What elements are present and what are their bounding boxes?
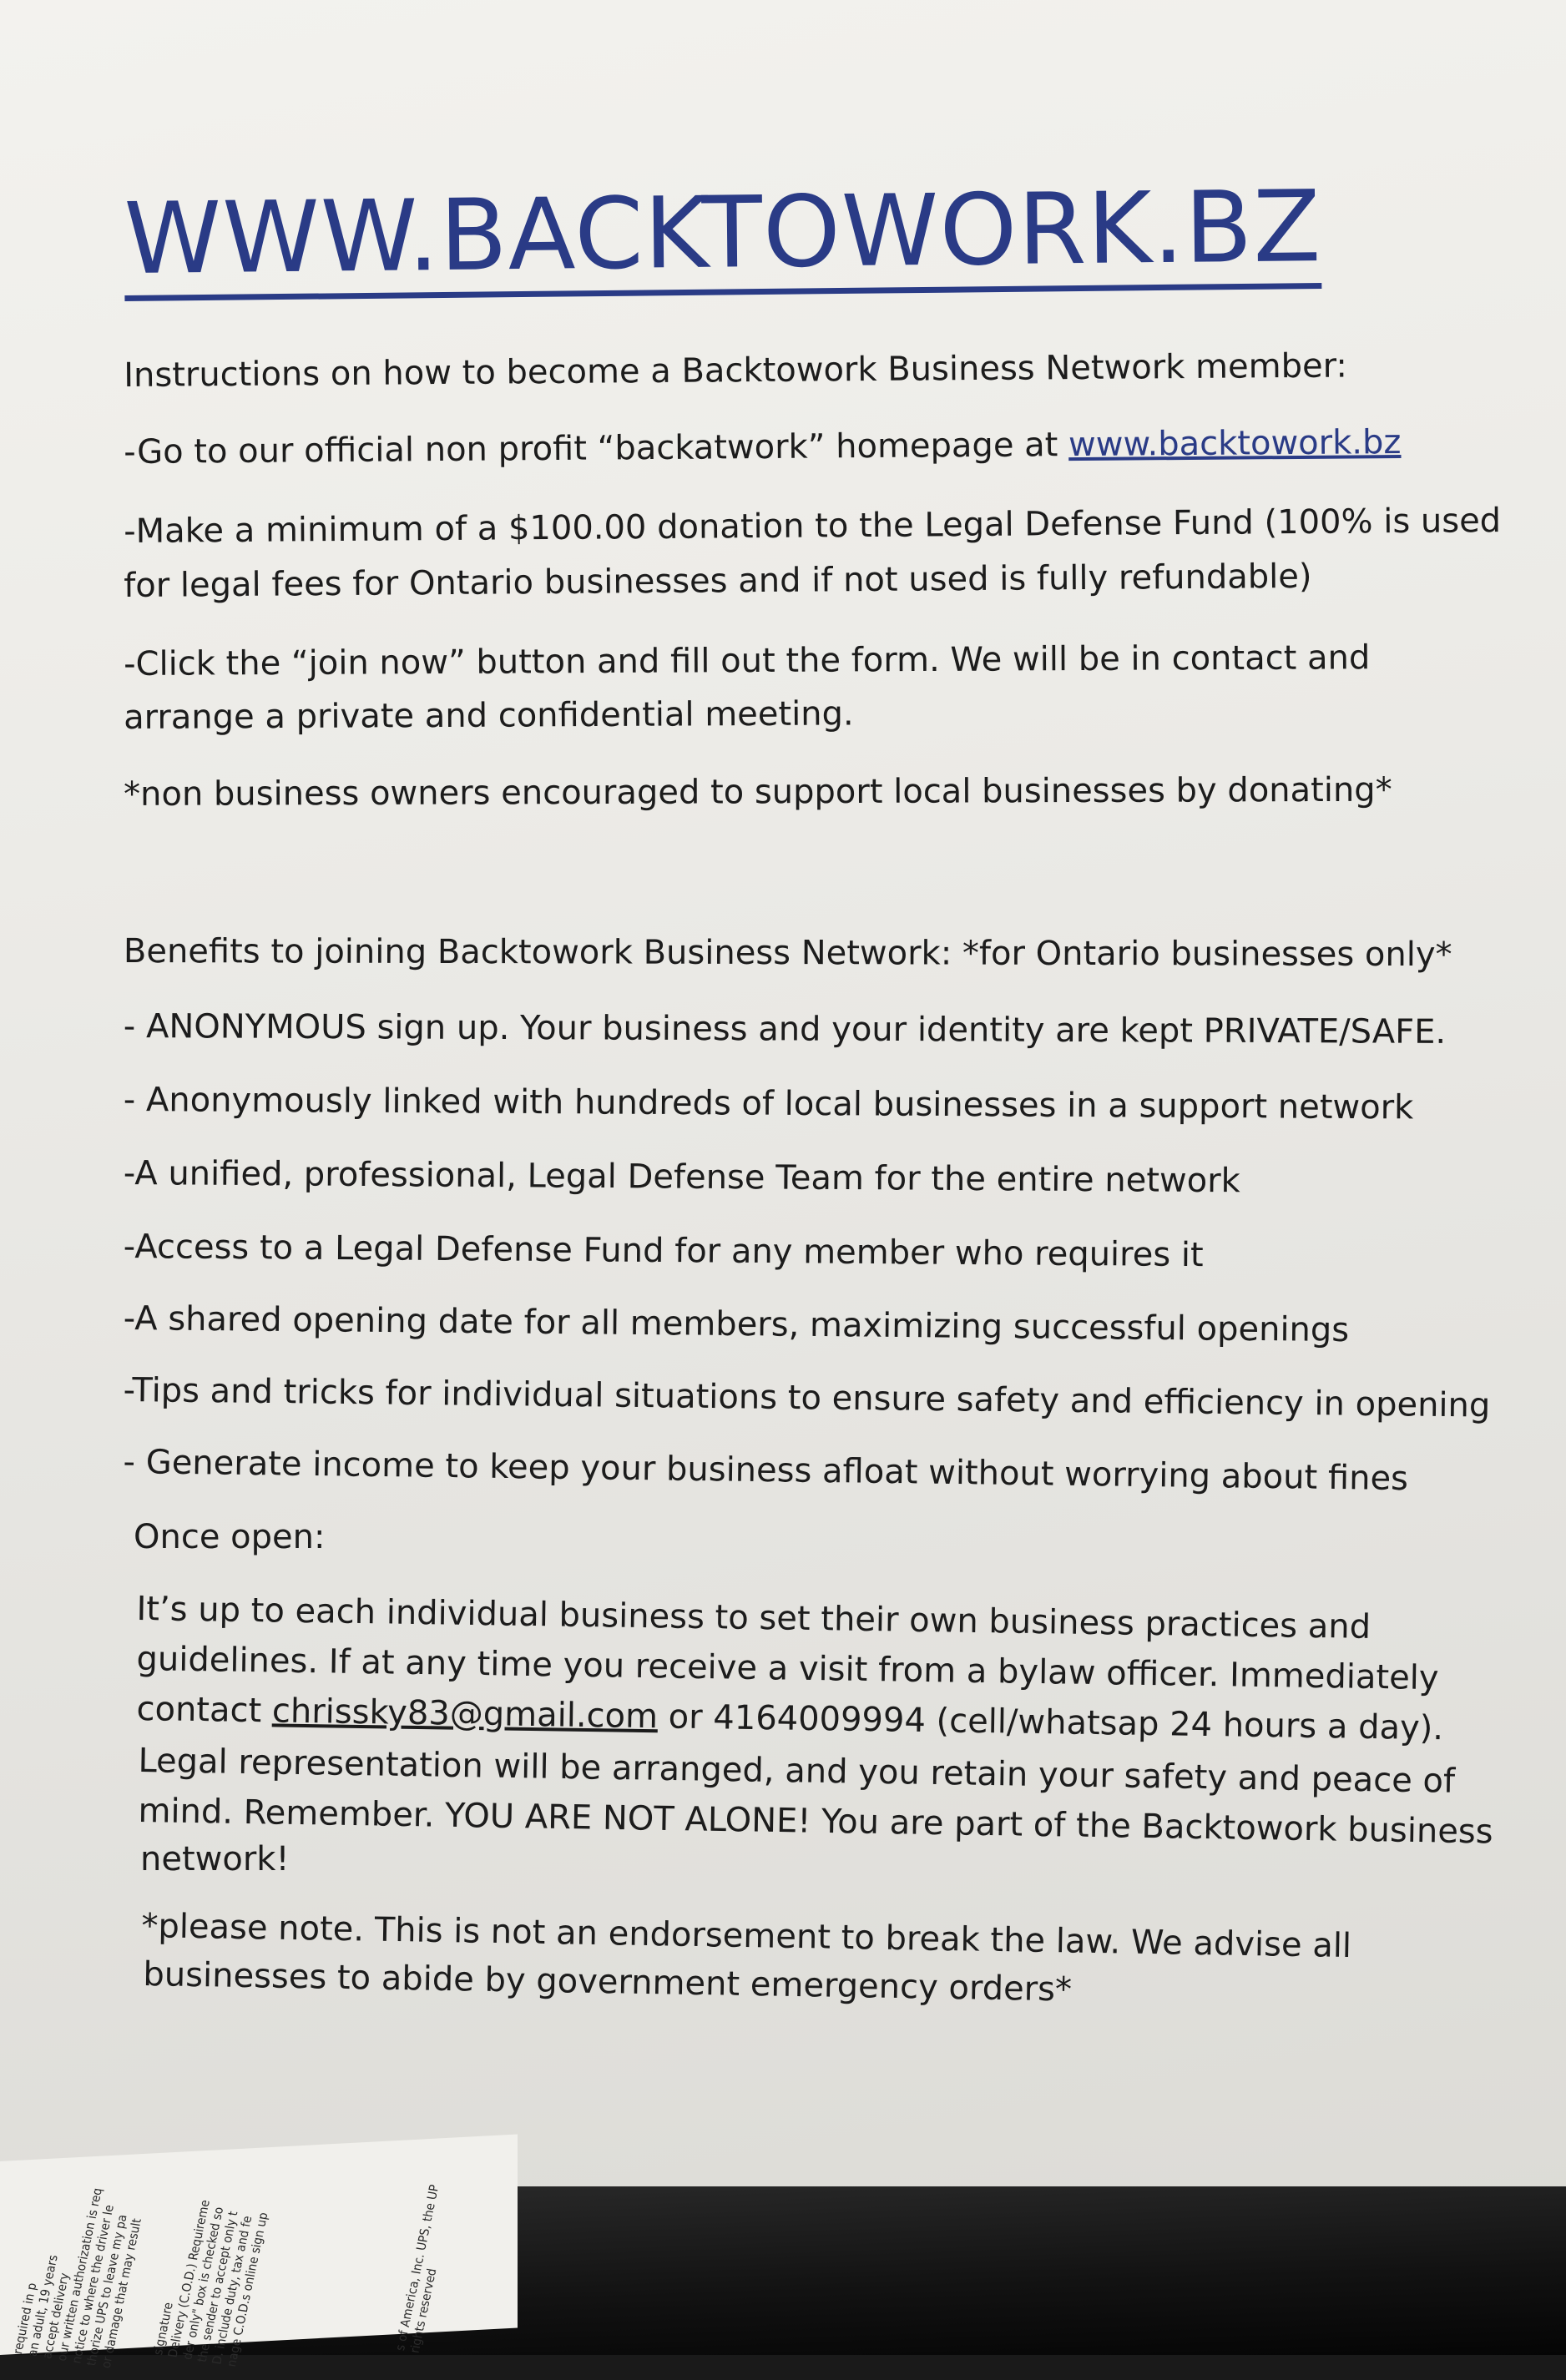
benefit-item-5: -A shared opening date for all members, maximizing successful openings [123,1298,1350,1350]
benefit-item-6: -Tips and tricks for individual situations to ensure safety and efficiency in opening [123,1370,1491,1425]
instructions-step-1 [124,417,1402,477]
contact-email-link[interactable]: chrissky83@gmail.com [271,1692,659,1737]
once-open-heading: Once open: [134,1518,326,1556]
once-open-line-6: network! [140,1840,290,1878]
once-open-line-2: guidelines. If at any time you receive a visit from a bylaw officer. Immediately [136,1639,1439,1698]
benefit-item-4: -Access to a Legal Defense Fund for any member who requires it [123,1227,1204,1275]
once-open-line-5: mind. Remember. YOU ARE NOT ALONE! You are part of the Backtowork business [138,1791,1493,1852]
donation-note: *non business owners encouraged to support local businesses by donating* [124,770,1392,814]
instructions-step-2-line-1: -Make a minimum of a $100.00 donation to the Legal Defense Fund (100% is used [124,502,1502,551]
benefit-item-7: - Generate income to keep your business afloat without worrying about fines [123,1442,1409,1499]
instructions-step-3-line-2: arrange a private and confidential meeting. [124,694,854,737]
benefit-item-2: - Anonymously linked with hundreds of local businesses in a support network [123,1080,1414,1127]
instructions-intro: Instructions on how to become a Backtowork Business Network member: [124,346,1348,395]
contact-phone: or 4164009994 (cell/whatsap 24 hours a day). [657,1697,1444,1748]
benefit-item-3: -A unified, professional, Legal Defense Team for the entire network [123,1153,1240,1201]
benefits-heading: Benefits to joining Backtowork Business Network: *for Ontario businesses only* [123,932,1452,975]
disclaimer-line-1: *please note. This is not an endorsement to break the law. We advise all [141,1906,1352,1966]
once-open-line-1: It’s up to each individual business to set their own business practices and [136,1589,1372,1646]
homepage-link[interactable]: www.backtowork.bz [1068,422,1402,465]
once-open-line-4: Legal representation will be arranged, and you retain your safety and peace of [138,1741,1456,1801]
label-text-col2: signature Delivery (C.O.D.) Requireme der only" box is checked so the sender to accept only t D. include duty, tax and fe nage C.O.D.s online sign up [150,2198,271,2368]
label-text-col3: s of America, Inc. UPS, the UP rights reserved [392,2183,442,2355]
shipping-label-fragment [0,2135,518,2370]
instructions-step-2-line-2: for legal fees for Ontario businesses and if not used is fully refundable) [124,557,1312,605]
label-text-col1: required in p an adult, 19 years accept delivery our written authorization is req notice to where the driver le thorize UPS to leave my pa or damage that may result [10,2186,144,2370]
contact-prefix: contact [136,1689,273,1731]
instructions-step-3-line-1: -Click the “join now” button and fill out the form. We will be in contact and [124,638,1371,683]
benefit-item-1: - ANONYMOUS sign up. Your business and your identity are kept PRIVATE/SAFE. [123,1006,1447,1051]
headline-url[interactable]: WWW.BACKTOWORK.BZ [124,173,1322,301]
step-1-text: -Go to our official non profit “backatwork” homepage at [124,426,1069,471]
disclaimer-line-2: businesses to abide by government emergency orders* [143,1954,1073,2009]
